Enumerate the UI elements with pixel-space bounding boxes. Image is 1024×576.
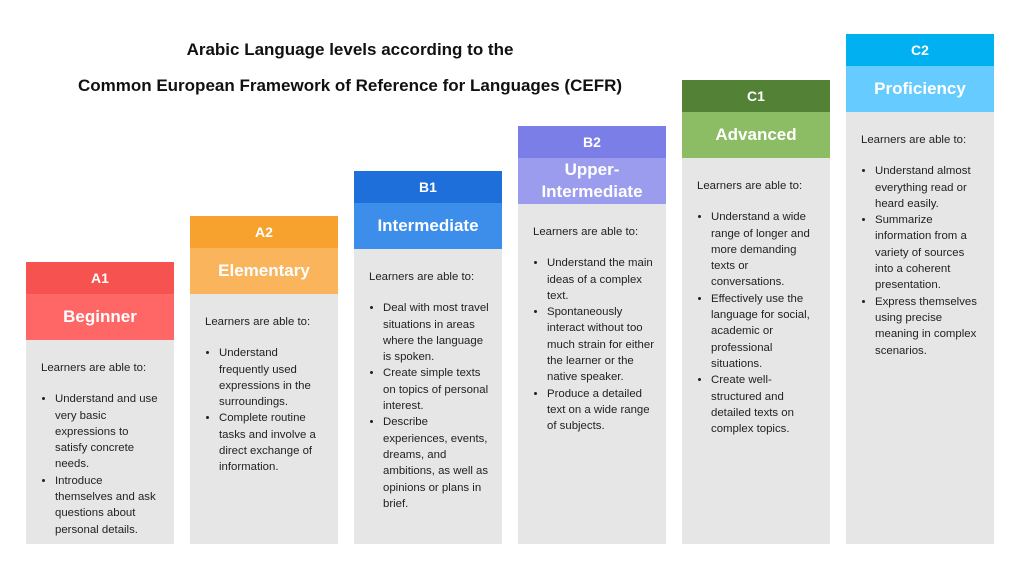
level-points [369, 300, 490, 512]
level-description [846, 112, 994, 544]
level-name: Upper-Intermediate [518, 158, 666, 204]
level-intro: Learners are able to: [369, 271, 475, 283]
level-description [190, 294, 338, 544]
level-code: C1 [682, 80, 830, 112]
level-code: B1 [354, 171, 502, 203]
level-code: B2 [518, 126, 666, 158]
level-point: • Create well-structured and detailed texts on complex topics. [711, 372, 818, 437]
level-points [861, 163, 982, 359]
level-column-c1 [682, 80, 830, 544]
level-name: Advanced [682, 112, 830, 158]
level-intro: Learners are able to: [861, 134, 967, 146]
level-intro: Learners are able to: [41, 362, 147, 374]
diagram-title-line2: Common European Framework of Reference for Languages (CEFR) [77, 76, 623, 95]
level-point: • Deal with most travel situations in areas where the language is spoken. [383, 300, 490, 365]
level-points [697, 209, 818, 437]
level-point: • Complete routine tasks and involve a direct exchange of information. [219, 410, 326, 475]
level-point: • Introduce themselves and ask questions about personal details. [55, 473, 162, 538]
level-intro: Learners are able to: [205, 316, 311, 328]
level-column-a1 [26, 262, 174, 544]
level-points [533, 255, 654, 434]
diagram-title-line1: Arabic Language levels according to the [186, 40, 514, 59]
level-code: A2 [190, 216, 338, 248]
level-point: • Produce a detailed text on a wide range of subjects. [547, 386, 654, 435]
level-description [354, 249, 502, 544]
level-point: • Express themselves using precise meaning in complex scenarios. [875, 294, 982, 359]
level-column-b2 [518, 126, 666, 544]
level-name: Proficiency [846, 66, 994, 112]
level-description [518, 204, 666, 544]
level-column-c2 [846, 34, 994, 544]
level-point: • Understand almost everything read or heard easily. [875, 163, 982, 212]
level-code: A1 [26, 262, 174, 294]
level-name: Intermediate [354, 203, 502, 249]
level-code: C2 [846, 34, 994, 66]
level-point: • Understand frequently used expressions in the surroundings. [219, 345, 326, 410]
level-points [205, 345, 326, 475]
level-point: • Understand a wide range of longer and more demanding texts or conversations. [711, 209, 818, 290]
level-name: Elementary [190, 248, 338, 294]
level-point: • Spontaneously interact without too much strain for either the learner or the native speaker. [547, 304, 654, 385]
level-description [682, 158, 830, 544]
level-column-b1 [354, 171, 502, 544]
level-point: • Understand and use very basic expressions to satisfy concrete needs. [55, 391, 162, 472]
level-name: Beginner [26, 294, 174, 340]
level-point: • Create simple texts on topics of personal interest. [383, 365, 490, 414]
level-points [41, 391, 162, 538]
level-point: • Effectively use the language for social, academic or professional situations. [711, 291, 818, 372]
level-point: • Understand the main ideas of a complex text. [547, 255, 654, 304]
level-intro: Learners are able to: [697, 180, 803, 192]
level-intro: Learners are able to: [533, 226, 639, 238]
level-column-a2 [190, 216, 338, 544]
level-point: • Describe experiences, events, dreams, and ambitions, as well as opinions or plans in brief. [383, 414, 490, 512]
level-description [26, 340, 174, 544]
level-point: • Summarize information from a variety of sources into a coherent presentation. [875, 212, 982, 293]
